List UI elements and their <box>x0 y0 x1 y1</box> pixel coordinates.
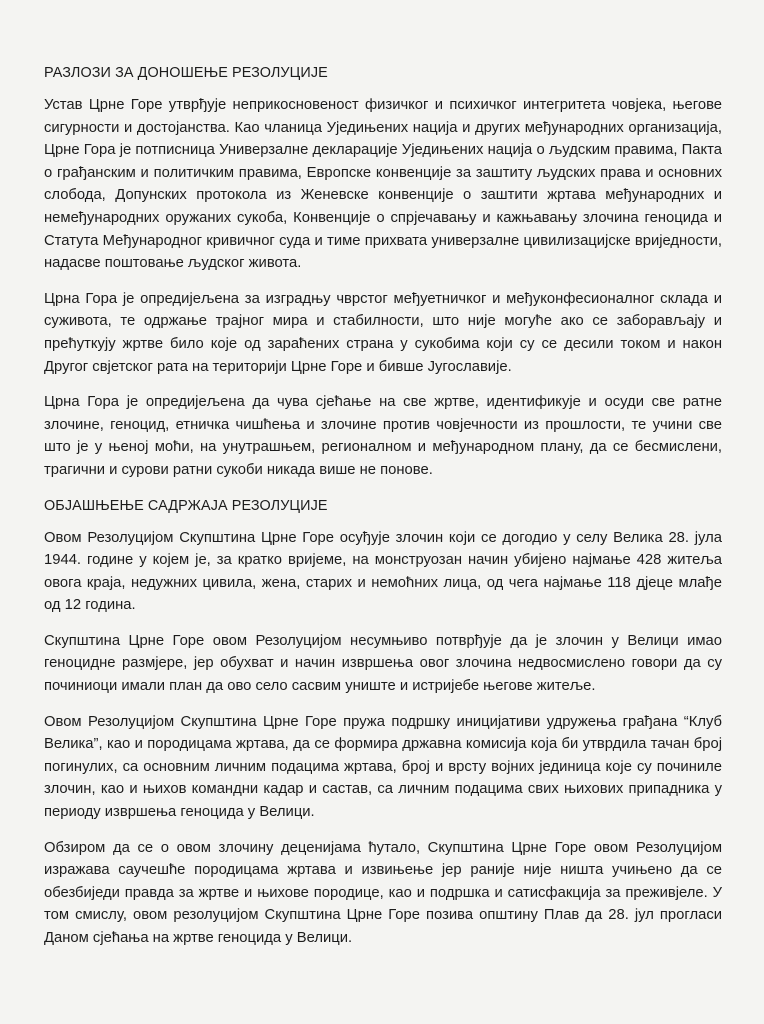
paragraph-harmony: Црна Гора је опредијељена за изградњу чврстог међуетничког и међуконфесионалног склада и суживота, те одржање трајног мира и стабилности, што није могуће ако се заборављају и прећуткују жртве било које од зараћених страна у сукобима који су се десили током и након Другог свјетског рата на територији Црне Горе и бивше Југославије. <box>44 290 722 375</box>
section-heading-explanation: ОБЈАШЊЕЊЕ САДРЖАЈА РЕЗОЛУЦИЈЕ <box>44 497 328 514</box>
paragraph-genocide-confirmation: Скупштина Црне Горе овом Резолуцијом несумњиво потврђује да је злочин у Велици имао геноцидне размјере, јер обухват и начин извршења овог злочина недвосмислено говори да су починиоци имали план да ово село сасвим униште и истријебе његове житеље. <box>44 632 722 695</box>
paragraph-condemnation: Овом Резолуцијом Скупштина Црне Горе осуђује злочин који се догодио у селу Велика 28. јула 1944. године у којем је, за кратко вријеме, на монструозан начин убијено најмање 428 житеља овога краја, недужних цивила, жена, старих и немоћних лица, од чега најмање 118 дјеце млађе од 12 година. <box>44 529 722 614</box>
section-heading-reasons: РАЗЛОЗИ ЗА ДОНОШЕЊЕ РЕЗОЛУЦИЈЕ <box>44 65 328 81</box>
paragraph-constitution: Устав Црне Горе утврђује неприкосновеност физичког и психичког интегритета човјека, његове сигурности и достојанства. Као чланица Уједињених нација и других међународних организација, Црне Гора је потписница Универзалне декларације Уједињених нација о људским правима, Пакта о грађанским и политичким правима, Европске конвенције за заштиту људских права и основних слобода, Допунских протокола из Женевске конвенције о заштити жртава међународних и немеђународних оружаних сукоба, Конвенције о спрјечавању и кажњавању злочина геноцида и Статута Међународног кривичног суда и тиме прихвата универзалне цивилизацијске вриједности, надасве поштовање људског живота. <box>44 97 722 272</box>
paragraph-commission-support: Овом Резолуцијом Скупштина Црне Горе пружа подршку иницијативи удружења грађана “Клуб Велика”, као и породицама жртава, да се формира државна комисија која би утврдила тачан број погинулих, са основним личним подацима жртава, број и врсту војних јединица које су починиле злочин, као и њихов командни кадар и састав, са личним подацима свих њихових припадника у периоду извршења геноцида у Велици. <box>44 713 722 821</box>
paragraph-remembrance: Црна Гора је опредијељена да чува сјећање на све жртве, идентификује и осуди све ратне злочине, геноцид, етничка чишћења и злочине против човјечности из прошлости, те учини све што је у њеној моћи, на унутрашњем, регионалном и међународном плану, да се бесмислени, трагични и сурови ратни сукоби никада више не понове. <box>44 394 722 478</box>
paragraph-condolences: Обзиром да се о овом злочину деценијама ћутало, Скупштина Црне Горе овом Резолуцијом изражава саучешће породицама жртава и извињење јер раније није ништа учињено да се обезбиједи правда за жртве и њихове породице, као и подршка и сатисфакција за преживјеле. У том смислу, овом резолуцијом Скупштина Црне Горе позива општину Плав да 28. јул прогласи Даном сјећања на жртве геноцида у Велици. <box>44 839 722 946</box>
